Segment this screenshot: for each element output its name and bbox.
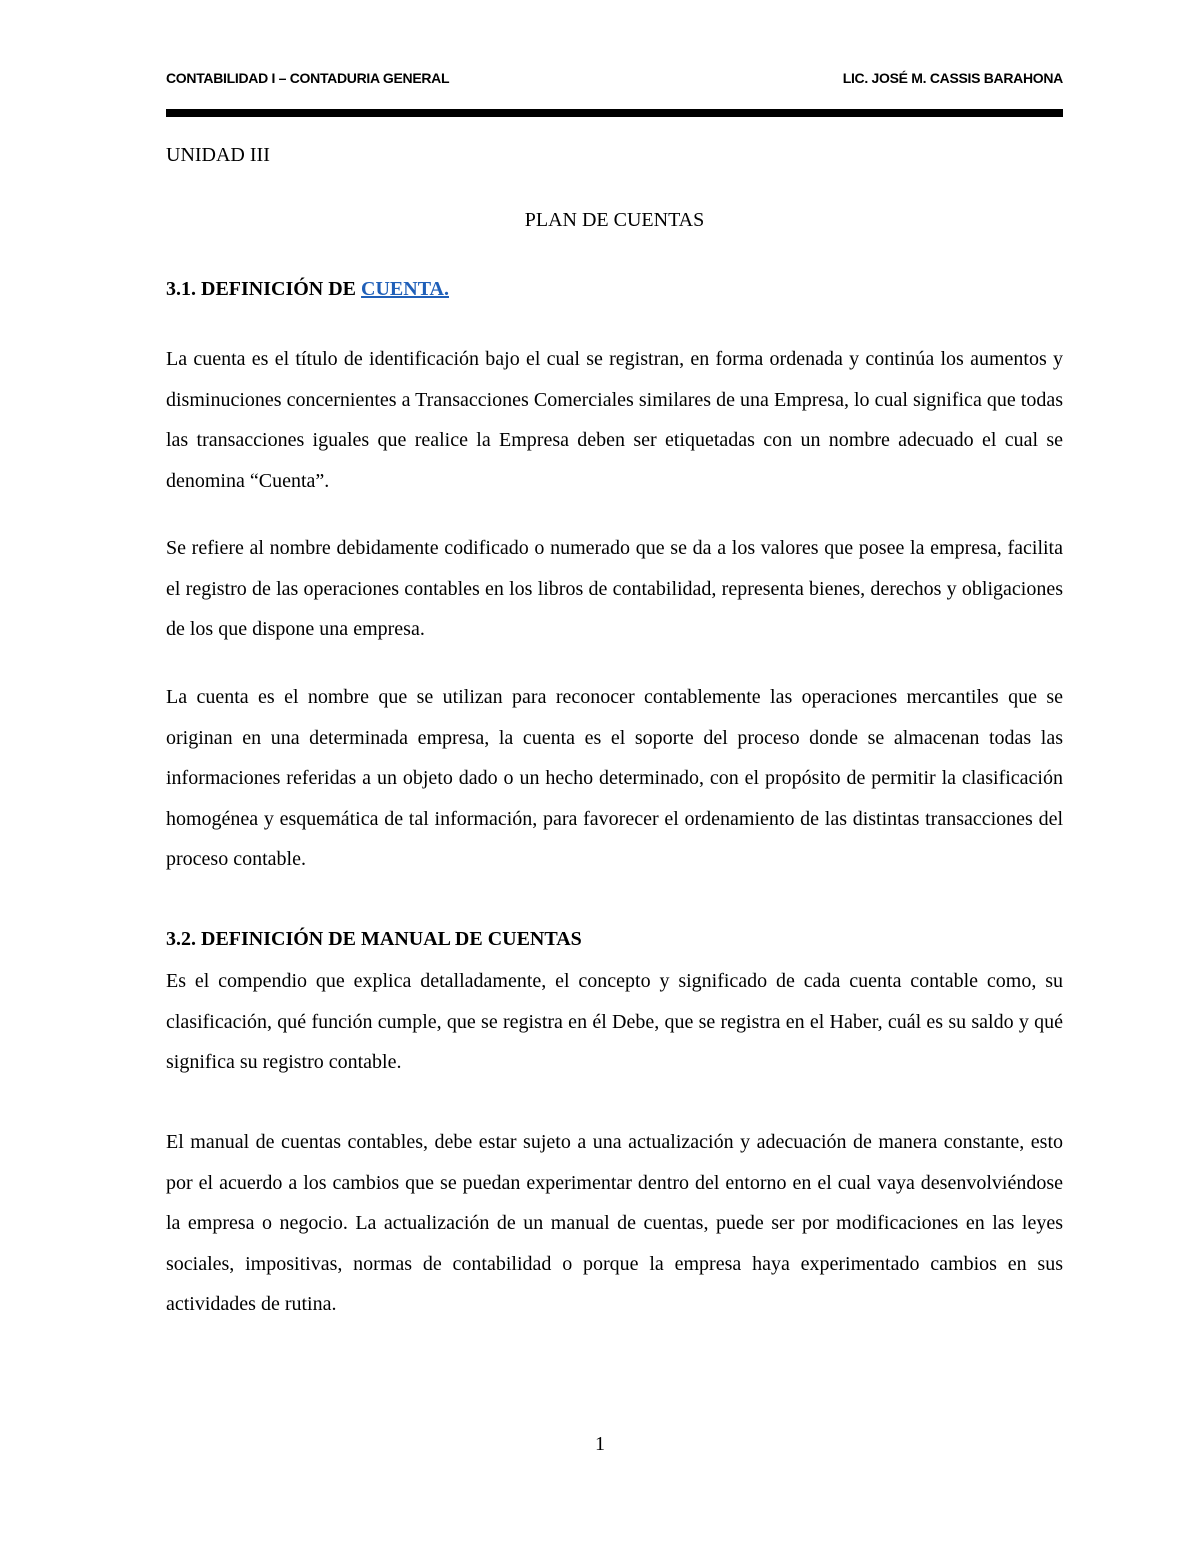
section-heading-manual: 3.2. DEFINICIÓN DE MANUAL DE CUENTAS (166, 928, 582, 950)
paragraph-cuenta-nombre: Se refiere al nombre debidamente codificado o numerado que se da a los valores que posee la empresa, facilita el registro de las operaciones contables en los libros de contabilidad, representa bienes, derechos y obligaciones de los que dispone una empresa. (166, 537, 1063, 640)
paragraph-cuenta-soporte: La cuenta es el nombre que se utilizan para reconocer contablemente las operaciones mercantiles que se originan en una determinada empresa, la cuenta es el soporte del proceso donde se almacenan todas las informaciones referidas a un objeto dado o un hecho determinado, con el propósito de permitir la clasificación homogénea y esquemática de tal información, para favorecer el ordenamiento de las distintas transacciones del proceso contable. (166, 686, 1063, 870)
header-course-title: CONTABILIDAD I – CONTADURIA GENERAL (166, 70, 450, 86)
page-header (166, 70, 1063, 92)
cuenta-link[interactable]: CUENTA. (361, 278, 449, 300)
section-heading-prefix: 3.1. DEFINICIÓN DE (166, 278, 362, 300)
paragraph-manual-actualizacion: El manual de cuentas contables, debe estar sujeto a una actualización y adecuación de manera constante, esto por el acuerdo a los cambios que se puedan experimentar dentro del entorno en el cual vaya desenvolviéndose la empresa o negocio. La actualización de un manual de cuentas, puede ser por modificaciones en las leyes sociales, impositivas, normas de contabilidad o porque la empresa haya experimentado cambios en sus actividades de rutina. (166, 1131, 1063, 1315)
paragraph-manual-definition: Es el compendio que explica detalladamente, el concepto y significado de cada cuenta contable como, su clasificación, qué función cumple, que se registra en él Debe, que se registra en el Haber, cuál es su saldo y qué significa su registro contable. (166, 970, 1063, 1073)
paragraph-cuenta-definition: La cuenta es el título de identificación bajo el cual se registran, en forma ordenada y continúa los aumentos y disminuciones concernientes a Transacciones Comerciales similares de una Empresa, lo cual significa que todas las transacciones iguales que realice la Empresa deben ser etiquetadas con un nombre adecuado el cual se denomina “Cuenta”. (166, 348, 1063, 492)
page-title: PLAN DE CUENTAS (524, 209, 705, 231)
unit-label: UNIDAD III (166, 144, 270, 166)
header-author: LIC. JOSÉ M. CASSIS BARAHONA (842, 70, 1063, 86)
page-number: 1 (595, 1433, 605, 1455)
header-rule (166, 109, 1063, 117)
section-heading-cuenta (166, 278, 449, 301)
